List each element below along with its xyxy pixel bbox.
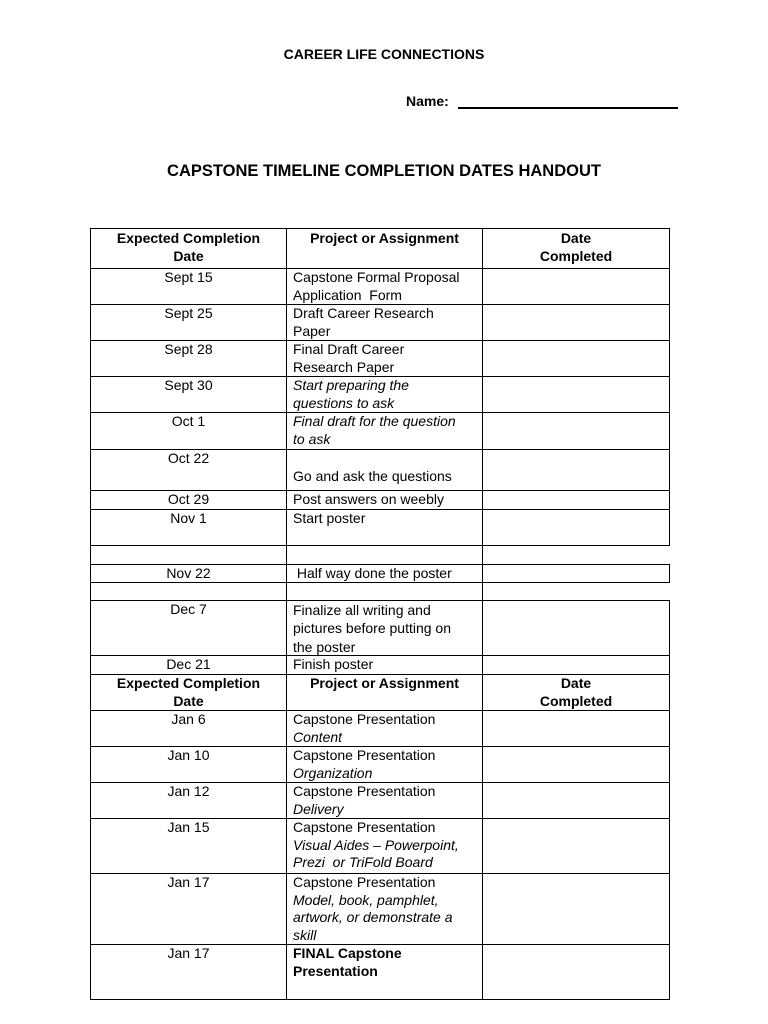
date-completed-cell[interactable] <box>482 412 670 450</box>
row-date: Jan 17 <box>90 944 287 1000</box>
header-expected-date-line1: Expected Completion <box>116 230 261 246</box>
row-date: Sept 15 <box>90 268 287 305</box>
row-date: Sept 28 <box>90 340 287 377</box>
task-detail-line: skill <box>293 926 317 943</box>
task-line: Paper <box>293 322 331 339</box>
date-completed-cell[interactable] <box>482 376 670 413</box>
date-completed-cell[interactable] <box>482 944 670 1000</box>
date-completed-cell[interactable] <box>482 710 670 747</box>
row-task: Finish poster <box>286 655 483 675</box>
row-task <box>286 944 483 1000</box>
empty-cell <box>286 582 483 601</box>
name-label: Name: <box>406 93 449 109</box>
row-task: Start poster <box>286 509 483 546</box>
task-line: Presentation <box>293 962 378 979</box>
task-detail: Delivery <box>293 800 344 817</box>
task-detail-line: artwork, or demonstrate a <box>293 909 453 925</box>
empty-cell <box>90 545 287 565</box>
task-line: pictures before putting on <box>293 620 451 637</box>
task-line: Draft Career Research <box>293 305 434 321</box>
row-date: Nov 1 <box>90 509 287 546</box>
row-date: Dec 21 <box>90 655 287 675</box>
task-detail: Content <box>293 728 343 745</box>
date-completed-cell[interactable] <box>482 304 670 341</box>
row-date: Jan 6 <box>90 710 287 747</box>
row-task <box>286 340 483 377</box>
header-project-repeat: Project or Assignment <box>286 674 483 711</box>
row-task <box>286 873 483 945</box>
date-completed-cell[interactable] <box>482 564 670 583</box>
row-task <box>286 818 483 874</box>
task-line: Final Draft Career <box>293 341 405 357</box>
row-date: Sept 25 <box>90 304 287 341</box>
row-date: Sept 30 <box>90 376 287 413</box>
task-line: Final draft for the question <box>293 413 456 429</box>
name-blank-line[interactable] <box>458 107 678 109</box>
date-completed-cell[interactable] <box>482 600 670 656</box>
row-task <box>286 304 483 341</box>
document-title: CAPSTONE TIMELINE COMPLETION DATES HANDOUT <box>167 162 601 180</box>
header-date-completed-line2: Completed <box>539 247 613 264</box>
task-line: to ask <box>293 430 331 447</box>
row-date: Jan 17 <box>90 873 287 945</box>
org-title: CAREER LIFE CONNECTIONS <box>283 46 485 62</box>
date-completed-cell[interactable] <box>482 655 670 675</box>
task-line: Start preparing the <box>293 377 409 393</box>
header-date-completed-line1: Date <box>560 230 592 246</box>
task-line: Capstone Presentation <box>293 747 436 763</box>
row-task <box>286 412 483 450</box>
header-date-completed-line1: Date <box>560 675 592 691</box>
row-task: Half way done the poster <box>286 564 483 583</box>
row-date: Jan 12 <box>90 782 287 819</box>
task-line: Application Form <box>293 286 402 303</box>
date-completed-cell[interactable] <box>482 509 670 546</box>
date-completed-cell[interactable] <box>482 873 670 945</box>
date-completed-cell[interactable] <box>482 782 670 819</box>
task-line: Capstone Presentation <box>293 874 436 890</box>
task-line: Capstone Formal Proposal <box>293 269 460 285</box>
task-line: Research Paper <box>293 358 395 375</box>
header-date-completed-line2: Completed <box>539 692 613 709</box>
row-task: Post answers on weebly <box>286 490 483 510</box>
date-completed-cell[interactable] <box>482 340 670 377</box>
header-expected-date-repeat <box>90 674 287 711</box>
row-date: Jan 10 <box>90 746 287 783</box>
task-line: Capstone Presentation <box>293 819 436 835</box>
row-date: Nov 22 <box>90 564 287 583</box>
header-expected-date <box>90 228 287 269</box>
task-detail: Organization <box>293 764 373 781</box>
task-detail-line: Prezi or TriFold Board <box>293 854 433 870</box>
row-task: Go and ask the questions <box>286 449 483 491</box>
date-completed-cell[interactable] <box>482 818 670 874</box>
row-task <box>286 746 483 783</box>
row-date: Jan 15 <box>90 818 287 874</box>
header-project: Project or Assignment <box>286 228 483 269</box>
task-line: FINAL Capstone <box>293 945 402 961</box>
empty-cell <box>286 545 483 565</box>
task-line: Capstone Presentation <box>293 783 436 799</box>
date-completed-cell[interactable] <box>482 746 670 783</box>
header-expected-date-line2: Date <box>173 692 204 709</box>
row-date: Oct 1 <box>90 412 287 450</box>
header-date-completed <box>482 228 670 269</box>
header-expected-date-line1: Expected Completion <box>116 675 261 691</box>
row-task <box>286 600 483 656</box>
row-task <box>286 268 483 305</box>
row-date: Oct 22 <box>90 449 287 491</box>
task-line: questions to ask <box>293 394 395 411</box>
task-line: Capstone Presentation <box>293 711 436 727</box>
header-expected-date-line2: Date <box>173 247 204 264</box>
date-completed-cell[interactable] <box>482 490 670 510</box>
date-completed-cell[interactable] <box>482 268 670 305</box>
row-date: Oct 29 <box>90 490 287 510</box>
task-detail-line: Visual Aides – Powerpoint, <box>293 836 459 853</box>
date-completed-cell[interactable] <box>482 449 670 491</box>
row-date: Dec 7 <box>90 600 287 656</box>
task-line: Finalize all writing and <box>293 602 431 618</box>
task-line: the poster <box>293 638 356 655</box>
empty-cell <box>90 582 287 601</box>
row-task <box>286 782 483 819</box>
header-date-completed-repeat <box>482 674 670 711</box>
row-task <box>286 376 483 413</box>
row-task <box>286 710 483 747</box>
task-detail-line: Model, book, pamphlet, <box>293 891 439 908</box>
